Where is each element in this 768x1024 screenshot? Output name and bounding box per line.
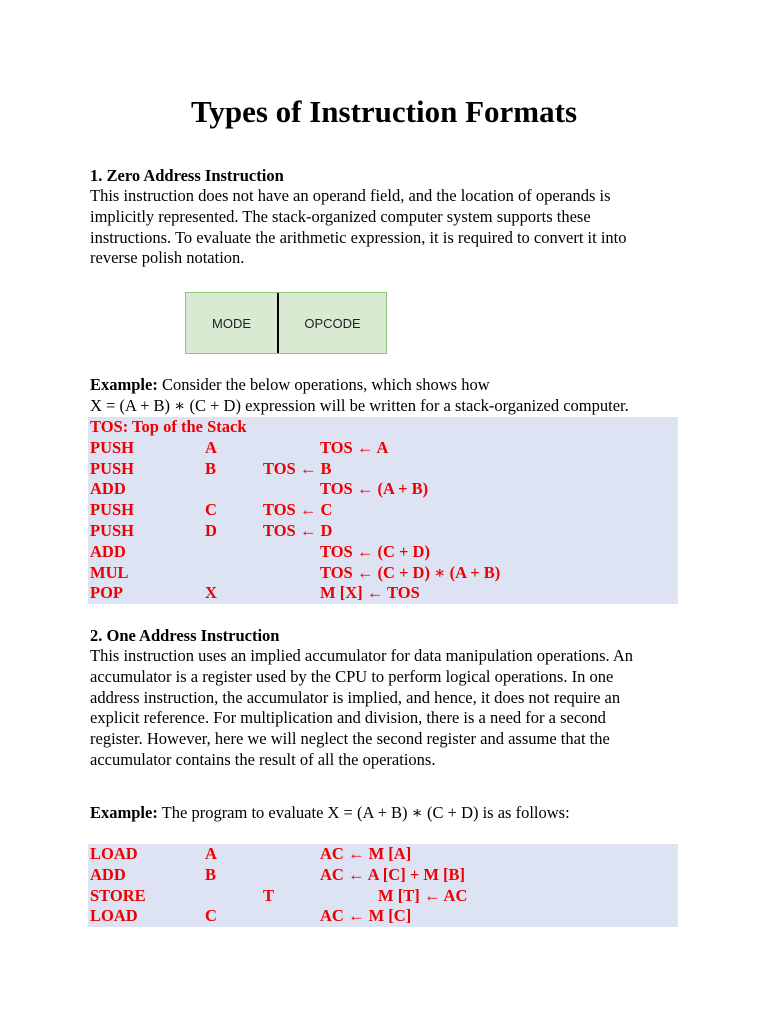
section-heading-zero-address: 1. Zero Address Instruction — [90, 166, 284, 185]
code-op: LOAD — [90, 906, 138, 926]
example-label: Example: — [90, 803, 158, 822]
zero-address-code-row — [88, 583, 678, 604]
code-operand: X — [205, 583, 217, 603]
code-op: ADD — [90, 541, 126, 561]
code-op: PUSH — [90, 458, 135, 478]
one-address-code-row — [88, 906, 678, 927]
code-operand: C — [205, 500, 217, 520]
example-text: The program to evaluate X = (A + B) ∗ (C + D) is as follows: — [157, 803, 570, 822]
diagram-opcode-field: OPCODE — [304, 315, 361, 331]
paragraph-line: accumulator is a register used by the CPU to perform logical operations. In one — [90, 666, 614, 686]
paragraph-line: This instruction uses an implied accumulator for data manipulation operations. An — [90, 646, 634, 665]
one-address-code-row — [88, 844, 678, 865]
example-label: Example: — [90, 375, 158, 394]
code-operand: B — [205, 864, 217, 884]
code-comment: TOS ← (A + B) — [320, 479, 429, 499]
diagram-mode-field: MODE — [212, 315, 251, 331]
one-address-code-block — [88, 844, 678, 927]
zero-address-code-row — [88, 500, 678, 521]
paragraph-line: This instruction does not have an operand field, and the location of operands is — [90, 186, 611, 205]
code-operand: C — [205, 906, 217, 926]
code-header — [88, 417, 678, 438]
zero-address-code-row — [88, 521, 678, 542]
code-op: LOAD — [90, 844, 138, 863]
zero-address-code-row — [88, 542, 678, 563]
code-comment: TOS ← A — [320, 437, 389, 457]
code-op: PUSH — [90, 437, 135, 457]
zero-address-code-block — [88, 417, 678, 604]
code-operand: D — [205, 521, 217, 540]
zero-address-code-row — [88, 479, 678, 500]
code-mid-comment: TOS ← C — [263, 500, 333, 520]
paragraph-line: reverse polish notation. — [90, 248, 245, 268]
code-op: PUSH — [90, 521, 135, 540]
code-op: PUSH — [90, 500, 135, 520]
one-address-code-row — [88, 865, 678, 886]
code-op: POP — [90, 583, 123, 603]
code-header-text: TOS: Top of the Stack — [90, 417, 247, 436]
code-op: STORE — [90, 885, 146, 905]
section2-example — [90, 803, 570, 824]
zero-address-code-row — [88, 459, 678, 480]
code-comment: AC ← M [C] — [320, 906, 412, 926]
section1-example-expression: X = (A + B) ∗ (C + D) expression will be written for a stack-organized computer. — [90, 396, 629, 415]
code-operand: B — [205, 458, 217, 478]
code-op: MUL — [90, 562, 129, 582]
section1-paragraph — [90, 186, 678, 269]
code-op: ADD — [90, 479, 126, 499]
one-address-code-row — [88, 886, 678, 907]
paragraph-line: explicit reference. For multiplication and division, there is a need for a second — [90, 708, 606, 728]
code-comment: M [T] ← AC — [378, 885, 468, 905]
zero-address-code-row — [88, 438, 678, 459]
code-comment: AC ← M [A] — [320, 844, 412, 863]
example-text: Consider the below operations, which shows how — [157, 375, 490, 394]
code-comment: TOS ← (C + D) ∗ (A + B) — [320, 562, 501, 582]
zero-address-code-row — [88, 563, 678, 584]
code-operand: A — [205, 437, 217, 457]
paragraph-line: instructions. To evaluate the arithmetic expression, it is required to convert it into — [90, 227, 627, 247]
section1-example — [90, 375, 490, 396]
paragraph-line: address instruction, the accumulator is implied, and hence, it does not require an — [90, 687, 621, 707]
code-comment: AC ← A [C] + M [B] — [320, 864, 466, 884]
code-mid-comment: TOS ← B — [263, 458, 332, 478]
paragraph-line: accumulator contains the result of all the operations. — [90, 749, 436, 769]
section2-paragraph — [90, 646, 678, 771]
code-operand: A — [205, 844, 217, 863]
code-op: ADD — [90, 864, 126, 884]
paragraph-line: implicitly represented. The stack-organized computer system supports these — [90, 206, 591, 226]
code-mid-comment: TOS ← D — [263, 521, 333, 540]
code-mid-comment: T — [263, 885, 275, 905]
code-comment: TOS ← (C + D) — [320, 541, 430, 561]
instruction-format-diagram — [185, 292, 387, 354]
code-comment: M [X] ← TOS — [320, 583, 420, 603]
section-heading-one-address: 2. One Address Instruction — [90, 626, 280, 645]
page-title: Types of Instruction Formats — [190, 94, 578, 129]
paragraph-line: register. However, here we will neglect the second register and assume that the — [90, 729, 610, 749]
